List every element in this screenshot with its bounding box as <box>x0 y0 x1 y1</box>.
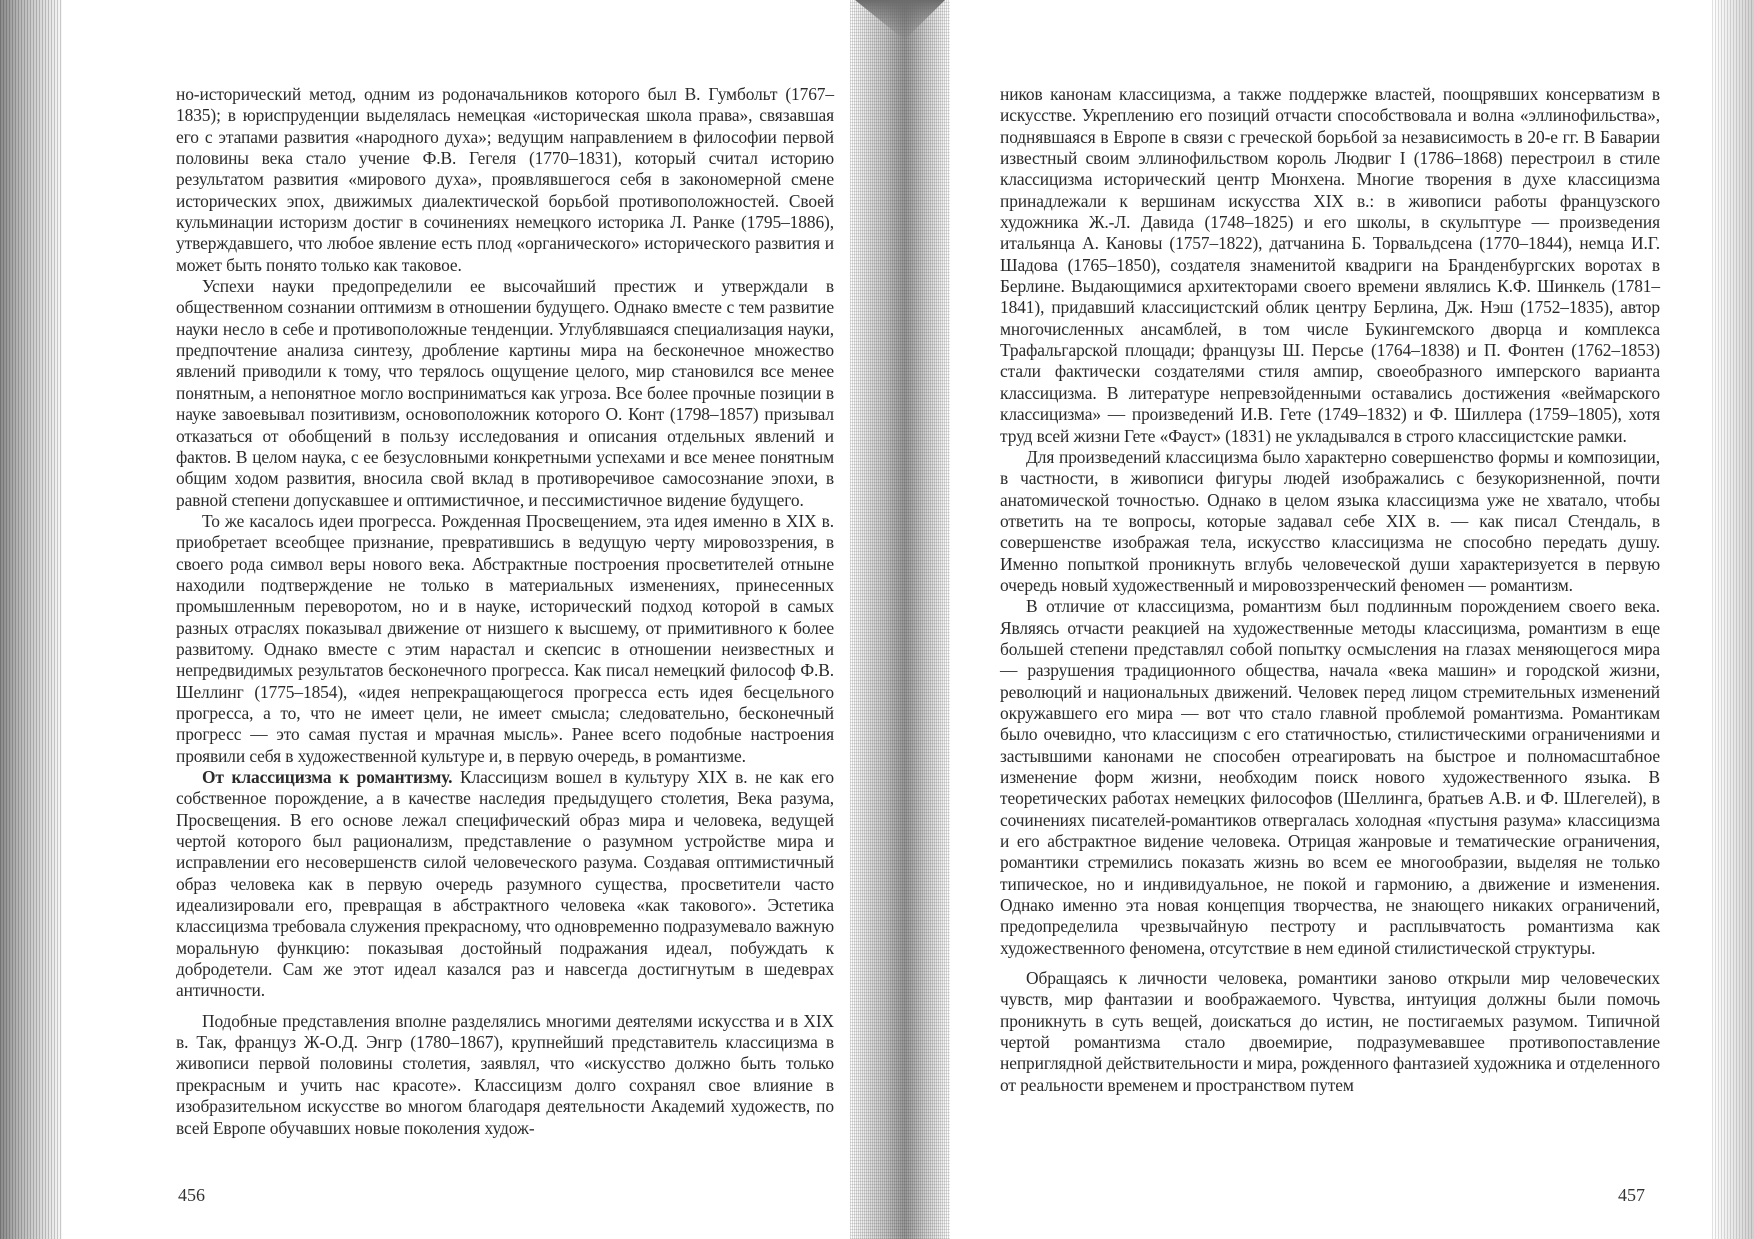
paragraph: Обращаясь к личности человека, романтики заново открыли мир человеческих чувств, мир фантазии и воображаемого. Чувства, интуиция должны были помочь проникнуть в суть вещей, доискаться до истин, не постигаемых разумом. Типичной чертой романтизма стало двоемирие, подразумевавшее противопоставление неприглядной действительности и мира, рожденного фантазией художника и отделенного от реальности временем и пространством путем <box>1000 968 1660 1095</box>
paragraph: но-исторический метод, одним из родоначальников которого был В. Гумбольт (1767–1835); в юриспруденции выделялась немецкая «историческая школа права», связавшая его с этапами развития «народного духа»; ведущим направлением в философии первой половины века стало учение Ф.В. Гегеля (1770–1831), который считал историю результатом развития «мирового духа», проявлявшегося себя в закономерной смене исторических эпох, движимых диалектической борьбой противоположностей. Своей кульминации историзм достиг в сочинениях немецкого историка Л. Ранке (1795–1886), утверждавшего, что любое явление есть плод «органического» исторического развития и может быть понято только как таковое. <box>176 84 834 275</box>
paragraph-body: Классицизм вошел в культуру XIX в. не как его собственное порождение, а в качестве наследия предыдущего столетия, Века разума, Просвещения. В его основе лежал специфический образ мира и человека, ведущей чертой которого был рационализм, представление о разумном устройстве мира и исправлении его несовершенств силой человеческого разума. Создавая оптимистичный образ человека как в первую очередь разумного существа, просветители часто идеализировали его, превращая в абстрактного человека «как такового». Эстетика классицизма требовала служения прекрасному, что одновременно подразумевало важную моральную функцию: показывая достойный подражания идеал, побуждать к добродетели. Сам же этот идеал казался раз и навсегда достигнутым в шедеврах античности. <box>176 767 834 1001</box>
paragraph: Успехи науки предопределили ее высочайший престиж и утверждали в общественном сознании оптимизм в отношении будущего. Однако вместе с тем развитие науки несло в себе и противоположные тенденции. Углублявшаяся специализация науки, предпочтение анализа синтезу, дробление картины мира на бесконечное множество явлений приводили к тому, что терялось ощущение целого, мир становился все менее понятным, а непонятное могло восприниматься как угроза. Все более прочные позиции в науке завоевывал позитивизм, основоположник которого О. Конт (1798–1857) призывал отказаться от обобщений в пользу исследования и описания отдельных явлений и фактов. В целом наука, с ее безусловными конкретными успехами и все менее понятным общим ходом развития, вносила свой вклад в противоречивое самосознание эпохи, в равной степени допускавшее и оптимистичное, и пессимистичное видение будущего. <box>176 276 834 510</box>
section-run-in-heading: От классицизма к романтизму. <box>202 767 453 787</box>
page-number-right: 457 <box>1618 1185 1645 1205</box>
paragraph <box>176 767 834 1002</box>
right-page-edge-shadow <box>1712 0 1754 1239</box>
book-gutter-shadow <box>850 0 950 1239</box>
right-page-text <box>1000 84 1660 1096</box>
paragraph: Подобные представления вполне разделялись многими деятелями искусства и в XIX в. Так, француз Ж-О.Д. Энгр (1780–1867), крупнейший представитель классицизма в живописи первой половины столетия, заявлял, что «искусство должно быть только прекрасным и учить нас красоте». Классицизм долго сохранял свое влияние в изобразительном искусстве во многом благодаря деятельности Академий художеств, по всей Европе обучавших новые поколения худож- <box>176 1010 834 1138</box>
paragraph: То же касалось идеи прогресса. Рожденная Просвещением, эта идея именно в XIX в. приобретает всеобщее признание, превратившись в ведущую черту мировоззрения, в своего рода символ веры нового века. Абстрактные построения просветителей отныне находили подтверждение не только в материальных изменениях, принесенных промышленным переворотом, но и в науке, исторический подход которой в самых разных отраслях показывал движение от низшего к высшему, от примитивного к более развитому. Однако вместе с этим нарастал и скепсис в отношении неизвестных и непредвидимых результатов бесконечного прогресса. Как писал немецкий философ Ф.В. Шеллинг (1775–1854), «идея непрекращающегося прогресса есть идея бесцельного прогресса, а то, что не имеет цели, не имеет смысла; следовательно, бесконечный прогресс — это самая пустая и мрачная мысль». Ранее всего подобные настроения проявили себя в художественной культуре и, в первую очередь, в романтизме. <box>176 510 834 766</box>
left-page-edge-shadow <box>0 0 62 1239</box>
paragraph: В отличие от классицизма, романтизм был подлинным порождением своего века. Являясь отчасти реакцией на художественные методы классицизма, романтизм в еще большей степени представлял собой попытку осмысления на глазах меняющегося мира — разрушения традиционного общества, начала «века машин» и городской жизни, революций и национальных движений. Человек перед лицом стремительных изменений окружавшего его мира — вот что стало главной проблемой романтизма. Романтикам было очевидно, что классицизм с его статичностью, стилистическими ограничениями и застывшими канонами не способен отреагировать на быстрое и полномасштабное изменение форм жизни, необходим поиск нового художественного языка. В теоретических работах немецких философов (Шеллинга, братьев А.В. и Ф. Шлегелей), в сочинениях писателей-романтиков отвергалась холодная «пустыня разума» классицизма и его абстрактное видение человека. Отрицая жанровые и тематические ограничения, романтики стремились показать жизнь во всем ее многообразии, выделяя не только типическое, но и индивидуальное, не покой и гармонию, а движение и изменения. Однако именно эта новая концепция творчества, не знающего никаких ограничений, предопределила чрезвычайную пестроту и расплывчатость романтизма как художественного феномена, отсутствие в нем единой стилистической структуры. <box>1000 596 1660 958</box>
paragraph: Для произведений классицизма было характерно совершенство формы и композиции, в частности, в живописи фигуры людей изображались с безукоризненной, почти анатомической точностью. Однако в целом языка классицизма уже не хватало, чтобы ответить на те вопросы, которые задавал себе XIX в. — как писал Стендаль, в совершенстве изображая тела, искусство классицизма не способно передать душу. Именно попыткой проникнуть вглубь человеческой души характеризуется в первую очередь новый художественный и мировоззренческий феномен — романтизм. <box>1000 446 1660 595</box>
paragraph: ников канонам классицизма, а также поддержке властей, поощрявших консерватизм в искусстве. Укреплению его позиций отчасти способствовала и волна «эллинофильства», поднявшаяся в Европе в связи с греческой борьбой за независимость в 20-е гг. В Баварии известный своим эллинофильством король Людвиг I (1786–1868) перестроил в стиле классицизма исторический центр Мюнхена. Многие творения в духе классицизма принадлежали к вершинам искусства XIX в.: в живописи работы французского художника Ж.-Л. Давида (1748–1825) и его школы, в скульптуре — произведения итальянца А. Кановы (1757–1822), датчанина Б. Торвальдсена (1770–1844), немца И.Г. Шадова (1765–1850), создателя знаменитой квадриги на Бранденбургских воротах в Берлине. Выдающимися архитекторами своего времени являлись К.Ф. Шинкель (1781–1841), придавший классицистский облик центру Берлина, Дж. Нэш (1752–1835), автор многочисленных ансамблей, в том числе Букингемского дворца и комплекса Трафальгарской площади; французы Ш. Персье (1764–1838) и П. Фонтен (1762–1853) стали фактически создателями стиля ампир, своеобразного имперского варианта классицизма. В литературе непревзойденными оставались достижения «веймарского классицизма» — произведений И.В. Гете (1749–1832) и Ф. Шиллера (1759–1805), хотя труд всей жизни Гете «Фауст» (1831) не укладывался в строго классицистские рамки. <box>1000 84 1660 446</box>
left-page-text <box>176 84 834 1139</box>
page-number-left: 456 <box>178 1185 205 1205</box>
